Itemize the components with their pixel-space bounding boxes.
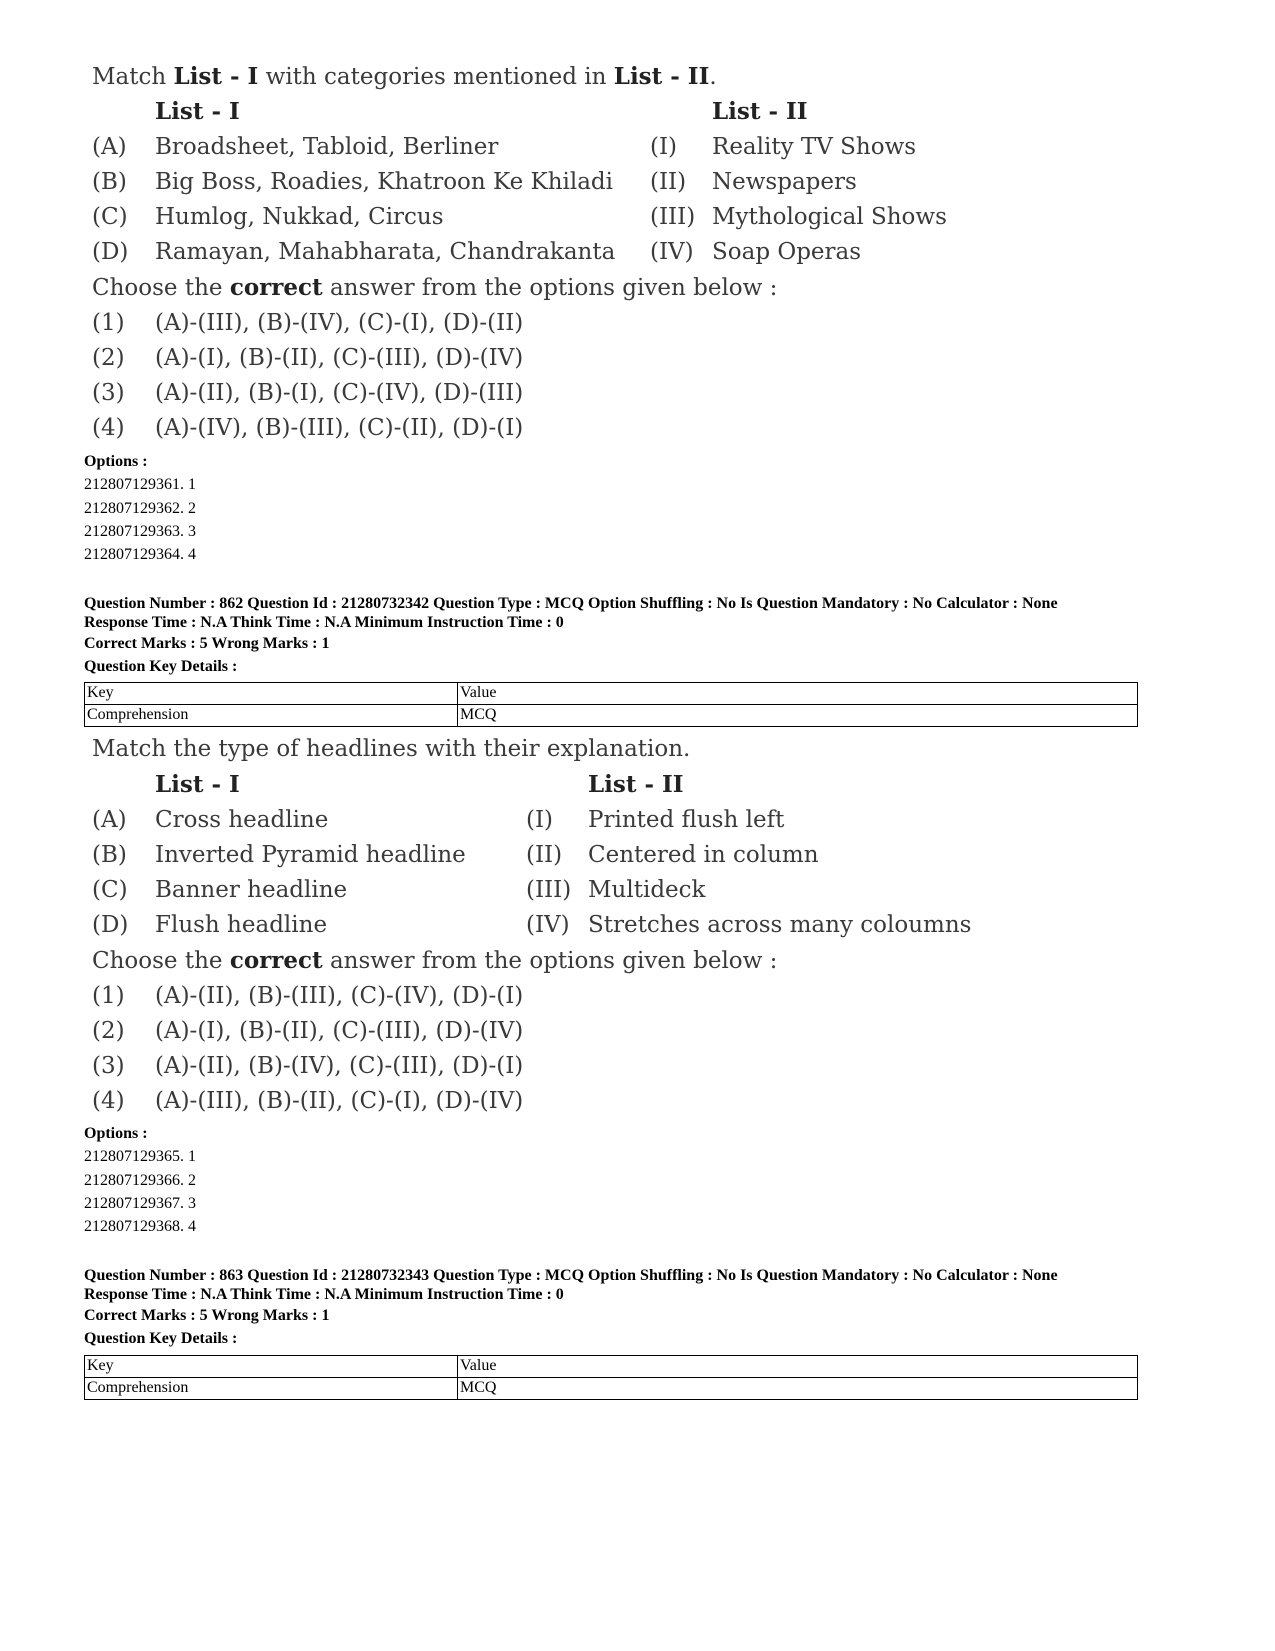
list1-header: List - I [155,98,240,125]
question-2-intro: Match the type of headlines with their explanation. [92,736,691,762]
question-1-options [84,450,196,566]
row-label: (III) [650,204,696,230]
option-item: 212807129361. 1 [84,476,196,494]
row-label: (C) [92,877,128,903]
table-cell-value: MCQ [458,1378,1138,1400]
table-cell-key: Comprehension [85,1378,458,1400]
list2-item: Soap Operas [712,239,862,265]
table-cell-key: Comprehension [85,705,458,727]
table-cell-value: MCQ [458,705,1138,727]
list2-item: Multideck [588,877,706,903]
row-label: (C) [92,204,128,230]
option-item: 212807129363. 3 [84,522,196,540]
question-info-line: Question Number : 862 Question Id : 21280732342 Question Type : MCQ Option Shuffling : No Is Question Mandatory : No Calculator : None [84,595,1058,612]
key-details-label: Question Key Details : [84,658,238,675]
choose-text-end: answer from the options given below : [322,948,778,974]
row-label: (B) [92,842,127,868]
answer-text: (A)-(I), (B)-(II), (C)-(III), (D)-(IV) [155,345,524,371]
answer-number: (3) [92,380,125,406]
answer-number: (2) [92,1018,125,1044]
table-row [85,705,1138,727]
list2-header: List - II [712,98,808,125]
choose-text-end: answer from the options given below : [322,275,778,301]
table-header-value: Value [458,1356,1138,1378]
choose-bold: correct [229,947,323,974]
question-2-image [92,733,972,1123]
marks-line: Correct Marks : 5 Wrong Marks : 1 [84,1307,330,1324]
question-timing-line: Response Time : N.A Think Time : N.A Minimum Instruction Time : 0 [84,614,564,631]
list1-item: Flush headline [155,912,328,938]
list1-item: Broadsheet, Tabloid, Berliner [155,134,499,160]
options-label: Options : [84,1125,148,1142]
intro-bold-list1: List - I [173,63,259,90]
intro-text: Match [92,64,174,90]
row-label: (I) [650,134,678,160]
list2-item: Mythological Shows [712,204,947,230]
row-label: (A) [92,134,127,160]
list2-item: Stretches across many coloumns [588,912,972,938]
answer-number: (4) [92,1088,125,1114]
table-row [85,1378,1138,1400]
list2-item: Printed flush left [588,807,785,833]
question-timing-line: Response Time : N.A Think Time : N.A Minimum Instruction Time : 0 [84,1286,564,1303]
list1-header: List - I [155,771,240,798]
answer-number: (3) [92,1053,125,1079]
question-1-intro [92,63,717,90]
answer-text: (A)-(III), (B)-(IV), (C)-(I), (D)-(II) [155,310,524,336]
question-862-meta [84,594,1058,678]
choose-instruction [92,274,777,301]
question-info-line: Question Number : 863 Question Id : 21280732343 Question Type : MCQ Option Shuffling : No Is Question Mandatory : No Calculator : None [84,1267,1058,1284]
intro-text-mid: with categories mentioned in [258,64,614,90]
row-label: (A) [92,807,127,833]
choose-bold: correct [229,274,323,301]
answer-number: (4) [92,415,125,441]
answer-text: (A)-(II), (B)-(III), (C)-(IV), (D)-(I) [155,983,524,1009]
choose-instruction [92,947,777,974]
table-header-row [85,683,1138,705]
list2-item: Centered in column [588,842,819,868]
row-label: (III) [526,877,572,903]
list1-item: Humlog, Nukkad, Circus [155,204,444,230]
choose-text: Choose the [92,948,230,974]
answer-text: (A)-(IV), (B)-(III), (C)-(II), (D)-(I) [155,415,524,441]
row-label: (I) [526,807,554,833]
list1-item: Big Boss, Roadies, Khatroon Ke Khiladi [155,169,614,195]
answer-number: (1) [92,983,125,1009]
list1-item: Ramayan, Mahabharata, Chandrakanta [155,239,616,265]
intro-bold-list2: List - II [613,63,710,90]
question-863-meta [84,1266,1058,1350]
choose-text: Choose the [92,275,230,301]
option-item: 212807129366. 2 [84,1171,196,1189]
answer-number: (1) [92,310,125,336]
list2-header: List - II [588,771,684,798]
row-label: (II) [650,169,687,195]
answer-number: (2) [92,345,125,371]
row-label: (II) [526,842,563,868]
table-header-key: Key [85,683,458,705]
options-label: Options : [84,453,148,470]
marks-line: Correct Marks : 5 Wrong Marks : 1 [84,635,330,652]
table-header-row [85,1356,1138,1378]
key-details-label: Question Key Details : [84,1330,238,1347]
row-label: (B) [92,169,127,195]
row-label: (D) [92,239,129,265]
list1-item: Inverted Pyramid headline [155,842,466,868]
option-item: 212807129367. 3 [84,1194,196,1212]
answer-text: (A)-(III), (B)-(II), (C)-(I), (D)-(IV) [155,1088,524,1114]
question-862-key-table [84,682,1138,727]
option-item: 212807129368. 4 [84,1218,196,1236]
option-item: 212807129362. 2 [84,499,196,517]
answer-text: (A)-(I), (B)-(II), (C)-(III), (D)-(IV) [155,1018,524,1044]
option-item: 212807129364. 4 [84,546,196,564]
row-label: (IV) [650,239,694,265]
answer-text: (A)-(II), (B)-(IV), (C)-(III), (D)-(I) [155,1053,524,1079]
question-863-key-table [84,1355,1138,1400]
row-label: (D) [92,912,129,938]
option-item: 212807129365. 1 [84,1148,196,1166]
list2-item: Newspapers [712,169,857,195]
answer-text: (A)-(II), (B)-(I), (C)-(IV), (D)-(III) [155,380,524,406]
row-label: (IV) [526,912,570,938]
table-header-value: Value [458,683,1138,705]
list1-item: Cross headline [155,807,329,833]
question-1-image [92,60,972,450]
table-header-key: Key [85,1356,458,1378]
list2-item: Reality TV Shows [712,134,917,160]
intro-end: . [709,64,717,90]
question-2-options [84,1122,196,1238]
list1-item: Banner headline [155,877,348,903]
